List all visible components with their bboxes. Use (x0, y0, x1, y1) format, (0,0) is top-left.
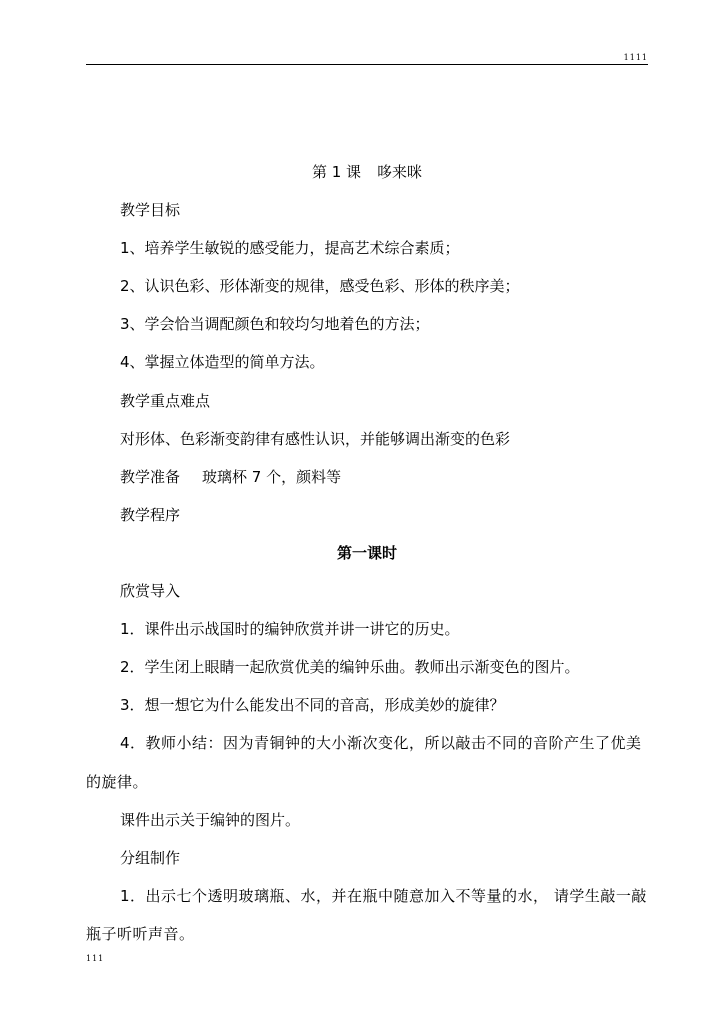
document-body (86, 153, 648, 953)
footer-page-number: 111 (86, 954, 105, 963)
header-page-number: 1111 (623, 53, 648, 62)
keypoints-heading: 教学重点难点 (120, 391, 211, 410)
courseware-note: 课件出示关于编钟的图片。 (120, 810, 301, 829)
keypoints-text: 对形体、色彩渐变韵律有感性认识，并能够调出渐变的色彩 (120, 429, 511, 448)
step-1: 1．课件出示战国时的编钟欣赏并讲一讲它的历史。 (120, 620, 460, 639)
preparation-label: 教学准备 (120, 467, 181, 486)
step-2: 2．学生闭上眼睛一起欣赏优美的编钟乐曲。教师出示渐变色的图片。 (120, 658, 580, 677)
step-3: 3．想一想它为什么能发出不同的音高，形成美妙的旋律？ (120, 696, 505, 715)
objectives-heading: 教学目标 (120, 201, 181, 220)
objective-4: 4、掌握立体造型的简单方法。 (120, 353, 325, 372)
group-heading: 分组制作 (120, 848, 181, 867)
objective-3: 3、学会恰当调配颜色和较均匀地着色的方法； (120, 315, 430, 334)
lesson-title-name: 哆来咪 (377, 163, 423, 181)
lesson-title (86, 153, 648, 191)
lesson-title-number: 第 1 课 (311, 163, 362, 181)
step-4: 4．教师小结：因为青铜钟的大小渐次变化，所以敲击不同的音阶产生了优美的旋律。 (86, 734, 642, 791)
procedure-heading: 教学程序 (120, 505, 181, 524)
objective-2: 2、认识色彩、形体渐变的规律，感受色彩、形体的秩序美； (120, 277, 520, 296)
intro-heading: 欣赏导入 (120, 582, 181, 601)
preparation-text: 玻璃杯 7 个，颜料等 (202, 467, 342, 486)
group-step-1: 1．出示七个透明玻璃瓶、水，并在瓶中随意加入不等量的水， 请学生敲一敲瓶子听听声音。 (86, 886, 647, 943)
header-rule (86, 64, 648, 65)
period-heading: 第一课时 (336, 543, 397, 562)
preparation (86, 458, 648, 496)
objective-1: 1、培养学生敏锐的感受能力，提高艺术综合素质； (120, 239, 460, 258)
